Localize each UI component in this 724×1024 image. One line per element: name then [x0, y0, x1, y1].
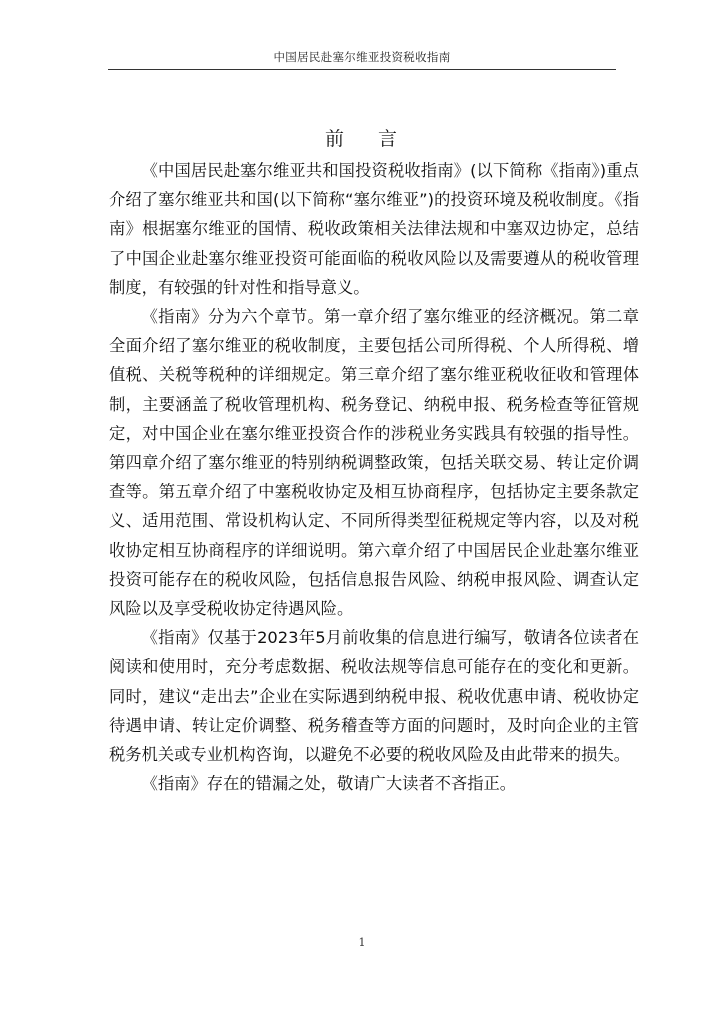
paragraph-4: 《指南》存在的错漏之处，敬请广大读者不吝指正。 — [141, 774, 517, 794]
page-title-char-2: 言 — [378, 127, 400, 150]
paragraph-2: 《指南》分为六个章节。第一章介绍了塞尔维亚的经济概况。第二章全面介绍了塞尔维亚的税收制度，主要包括公司所得税、个人所得税、增值税、关税等税种的详细规定。第三章介绍了塞尔维亚税收征收和管理体制，主要涵盖了税收管理机构、税务登记、纳税申报、税务检查等征管规定，对中国企业在塞尔维亚投资合作的涉税业务实践具有较强的指导性。第四章介绍了塞尔维亚的特别纳税调整政策，包括关联交易、转让定价调查等。第五章介绍了中塞税收协定及相互协商程序，包括协定主要条款定义、适用范围、常设机构认定、不同所得类型征税规定等内容，以及对税收协定相互协商程序的详细说明。第六章介绍了中国居民企业赴塞尔维亚投资可能存在的税收风险，包括信息报告风险、纳税申报风险、调查认定风险以及享受税收协定待遇风险。 — [109, 307, 639, 619]
running-header: 中国居民赴塞尔维亚投资税收指南 — [273, 50, 451, 64]
page-title — [0, 124, 724, 151]
preface-body — [109, 156, 639, 798]
paragraph-3: 《指南》仅基于2023年5月前收集的信息进行编写，敬请各位读者在阅读和使用时，充分考虑数据、税收法规等信息可能存在的变化和更新。同时，建议“走出去”企业在实际遇到纳税申报、税收优惠申请、税收协定待遇申请、转让定价调整、税务稽查等方面的问题时，及时向企业的主管税务机关或专业机构咨询，以避免不必要的税收风险及由此带来的损失。 — [109, 628, 639, 765]
paragraph-1: 《中国居民赴塞尔维亚共和国投资税收指南》(以下简称《指南》)重点介绍了塞尔维亚共和国(以下简称“塞尔维亚”)的投资环境及税收制度。《指南》根据塞尔维亚的国情、税收政策相关法律法规和中塞双边协定，总结了中国企业赴塞尔维亚投资可能面临的税收风险以及需要遵从的税收管理制度，有较强的针对性和指导意义。 — [109, 161, 639, 297]
page-number: 1 — [358, 936, 366, 949]
header-rule — [108, 69, 616, 70]
page-title-char-1: 前 — [324, 127, 346, 150]
